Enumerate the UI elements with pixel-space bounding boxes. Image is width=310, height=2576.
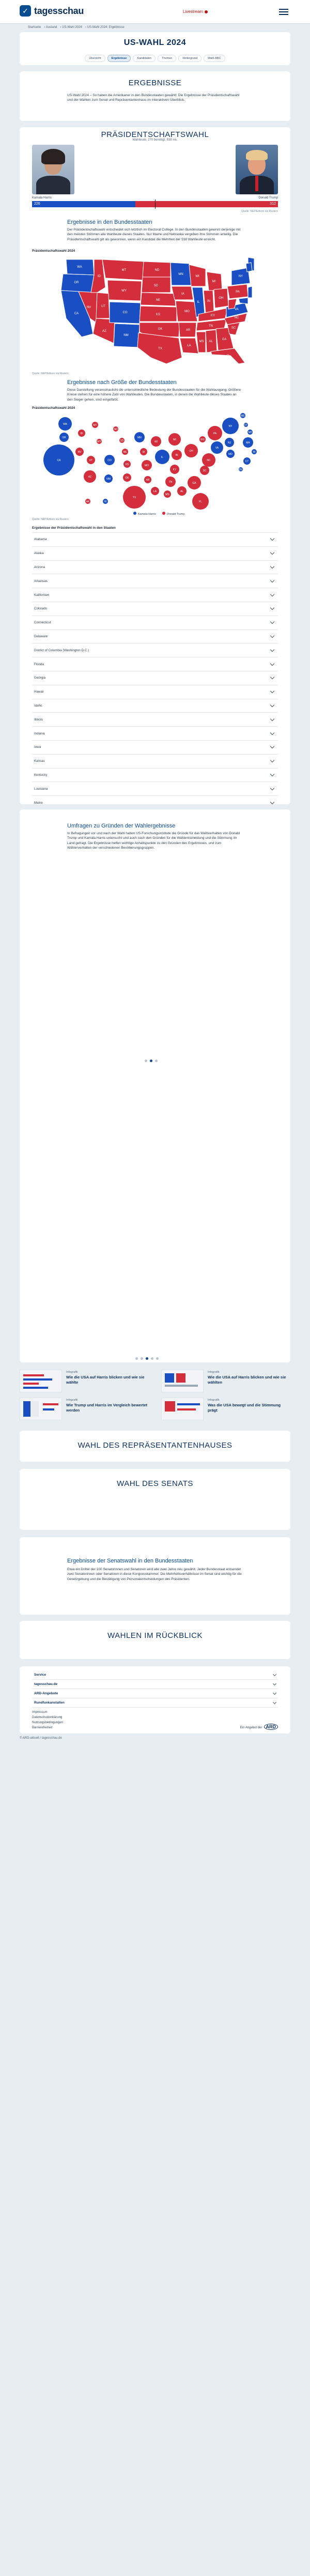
svg-text:OH: OH (189, 450, 193, 453)
chevron-down-icon (270, 536, 274, 541)
chevron-down-icon (270, 550, 274, 555)
livestream-label: Livestream (183, 9, 204, 14)
chevron-down-icon (270, 564, 274, 569)
breadcrumb-item[interactable]: US-Wahl 2024 (62, 26, 82, 29)
ard-logo: ARD (264, 1724, 278, 1730)
svg-text:SC: SC (231, 327, 236, 330)
svg-text:MT: MT (93, 424, 97, 427)
title-card (20, 32, 290, 65)
svg-text:MO: MO (184, 310, 190, 313)
svg-text:OK: OK (125, 477, 129, 480)
livestream-link[interactable] (183, 9, 208, 14)
legend-trump (162, 512, 185, 516)
svg-text:AL: AL (180, 490, 184, 493)
svg-text:IA: IA (181, 293, 184, 296)
svg-text:AK: AK (86, 500, 90, 503)
svg-text:UT: UT (89, 459, 93, 462)
live-dot-icon (205, 10, 208, 13)
carousel-dot-active[interactable] (146, 1357, 148, 1360)
bubble-legend (133, 512, 184, 516)
svg-text:GA: GA (222, 338, 227, 341)
svg-text:MI: MI (212, 280, 216, 283)
chevron-down-icon (273, 1672, 276, 1676)
top-bar (0, 0, 310, 24)
legend-trump-label: Donald Trump (166, 513, 185, 516)
teaser-title: Was die USA bewegt und die Stimmung prägt (208, 1403, 281, 1413)
states-list-title: Ergebnisse der Präsidentschaftswahl in den Staaten (32, 526, 116, 530)
chevron-down-icon (270, 592, 274, 596)
legend-harris (133, 512, 156, 516)
state-size-bubble-map[interactable] (38, 410, 272, 510)
svg-text:AR: AR (185, 329, 191, 332)
svg-text:WV: WV (200, 438, 205, 441)
survey-heading: Umfragen zu Gründen der Wahlergebnisse (67, 823, 176, 829)
footer-link-terms[interactable]: Nutzungsbedingungen (32, 1721, 64, 1724)
svg-text:ND: ND (114, 428, 118, 431)
state-name: Georgia (34, 676, 46, 680)
chevron-down-icon (270, 800, 274, 804)
state-name: Louisiana (34, 787, 48, 791)
svg-text:SC: SC (203, 469, 207, 472)
svg-text:VA: VA (235, 308, 239, 311)
chevron-down-icon (270, 689, 274, 693)
svg-text:WA: WA (63, 423, 67, 426)
footer-row-label: Rundfunkanstalten (34, 1701, 65, 1705)
state-name: District of Columbia (Washington D.C.) (34, 648, 89, 652)
state-accordion-row[interactable] (32, 657, 278, 671)
survey-text: In Befragungen vor und nach der Wahl haben US-Forschungsinstitute die Gründe für das Wahlverhalten von Donald Trump und Kamala Harris untersucht und auch nach den Gründen für die Wahlentscheidung und die Stimmung im Land gefragt. Die Ergebnisse helfen wichtige Anhaltspunkte zu den Gründen des Ergebnisses, und zum Wählerverhalten der verschiedenen Bevölkerungsgruppen. (67, 832, 240, 850)
svg-text:MO: MO (144, 464, 149, 467)
svg-text:ND: ND (154, 269, 160, 272)
svg-text:IN: IN (175, 454, 178, 457)
teaser[interactable] (161, 1398, 290, 1420)
tab-results[interactable]: Ergebnisse (107, 55, 131, 62)
svg-text:NY: NY (238, 275, 243, 278)
carousel-dot[interactable] (156, 1357, 159, 1360)
topic-tabs (20, 55, 290, 62)
footer-row-tagesschau[interactable] (32, 1680, 278, 1689)
footer-row-label: Service (34, 1673, 47, 1677)
state-accordion-row[interactable] (32, 616, 278, 630)
senate-sub-heading: Ergebnisse der Senatswahl in den Bundesstaaten (67, 1558, 193, 1564)
state-name: Iowa (34, 745, 41, 749)
footer-row-broadcasters[interactable] (32, 1698, 278, 1708)
svg-text:CA: CA (74, 312, 79, 315)
state-accordion-row[interactable] (32, 532, 278, 546)
ard-badge[interactable] (240, 1724, 278, 1729)
svg-text:NE: NE (123, 451, 127, 454)
svg-text:NC: NC (207, 459, 211, 462)
carousel-dot[interactable] (155, 1060, 158, 1062)
svg-text:ME: ME (241, 415, 245, 418)
presidential-card (20, 127, 290, 804)
presidential-source: Quelle: NEP/Edison via Reuters (241, 210, 278, 213)
state-accordion-row[interactable] (32, 781, 278, 795)
svg-text:SD: SD (153, 284, 159, 287)
svg-text:IL: IL (197, 301, 200, 304)
chevron-down-icon (270, 648, 274, 652)
svg-text:MS: MS (165, 493, 169, 496)
teaser-title: Wie die USA auf Harris blicken und wie sie wählten (208, 1375, 286, 1385)
carousel-dot[interactable] (145, 1060, 147, 1062)
state-accordion-row[interactable] (32, 726, 278, 740)
svg-text:OK: OK (158, 328, 163, 331)
teaser-image (20, 1398, 62, 1420)
svg-text:OH: OH (219, 297, 224, 300)
harris-name: Kamala Harris (32, 196, 52, 200)
svg-text:RI: RI (253, 451, 256, 454)
teaser[interactable] (20, 1370, 149, 1392)
svg-text:NM: NM (106, 478, 111, 481)
svg-text:NH: NH (248, 431, 252, 434)
svg-text:NM: NM (123, 334, 129, 337)
svg-text:ID: ID (98, 275, 101, 278)
footer-card (20, 1666, 290, 1734)
infographic-teasers (20, 1370, 290, 1421)
carousel-dot[interactable] (151, 1357, 153, 1360)
state-name: Arizona (34, 565, 45, 569)
carousel-dot-active[interactable] (150, 1060, 152, 1062)
chevron-down-icon (270, 703, 274, 707)
tab-topics[interactable]: Themen (158, 55, 176, 62)
hamburger-icon[interactable] (279, 7, 288, 16)
trump-name: Donald Trump (258, 196, 278, 200)
teaser-image (20, 1370, 62, 1392)
svg-text:AR: AR (146, 479, 150, 482)
state-name: Colorado (34, 607, 48, 611)
state-accordion-row[interactable] (32, 712, 278, 726)
state-name: Hawaii (34, 690, 44, 694)
breadcrumb-item[interactable]: Ausland (45, 26, 57, 29)
trump-portrait (236, 145, 278, 194)
svg-text:CT: CT (245, 460, 249, 463)
chevron-down-icon (270, 578, 274, 582)
senate-results-card (20, 1537, 290, 1615)
chevron-down-icon (270, 772, 274, 776)
svg-text:AZ: AZ (88, 476, 92, 479)
carousel-dots-2 (135, 1357, 159, 1360)
state-accordion-row[interactable] (32, 795, 278, 809)
electoral-vote-bar (32, 201, 278, 207)
svg-text:TX: TX (158, 347, 162, 350)
state-name: Arkansas (34, 579, 48, 583)
teaser-kicker: Infografik (66, 1399, 78, 1402)
svg-text:FL: FL (199, 500, 202, 503)
svg-text:ID: ID (80, 432, 83, 435)
results-heading: ERGEBNISSE (128, 79, 182, 87)
senate-card (20, 1469, 290, 1530)
state-name: Alaska (34, 551, 44, 556)
svg-text:KY: KY (173, 468, 177, 471)
svg-text:WI: WI (154, 440, 158, 443)
state-accordion-row[interactable] (32, 588, 278, 602)
svg-text:AL: AL (209, 340, 213, 343)
review-heading: WAHLEN IM RÜCKBLICK (107, 1631, 203, 1640)
svg-text:PA: PA (213, 432, 217, 435)
svg-text:TN: TN (209, 325, 213, 328)
house-card (20, 1431, 290, 1462)
svg-text:TN: TN (168, 481, 173, 484)
svg-text:WA: WA (77, 266, 82, 269)
svg-text:KS: KS (156, 313, 161, 316)
svg-text:MT: MT (121, 269, 127, 272)
teaser-title: Wie Trump und Harris im Vergleich bewertet werden (66, 1403, 148, 1413)
chevron-down-icon (270, 717, 274, 721)
svg-text:OR: OR (62, 436, 66, 439)
logo-text: tagesschau (34, 5, 84, 16)
map-section-title: Ergebnisse in den Bundesstaaten (67, 219, 152, 225)
results-intro-card (20, 71, 290, 121)
svg-text:NE: NE (156, 299, 161, 302)
bubble-section-text: Diese Darstellung veranschaulicht die unterschiedliche Bedeutung der Bundesstaaten für die Wahlausgang: Größere Kreise stehen für eine höhere Zahl von Wahlleuten. Die Bundesstaaten, in denen die Wahlleute dieses Staates an den Sieger gehen, sind eingefärbt. (67, 388, 241, 402)
harris-portrait (32, 145, 74, 194)
svg-text:OR: OR (74, 281, 79, 284)
chevron-down-icon (273, 1681, 276, 1685)
svg-text:CO: CO (122, 311, 128, 314)
footer-link-privacy[interactable]: Datenschutzerklärung (32, 1716, 63, 1719)
svg-text:KY: KY (210, 314, 215, 317)
svg-text:DE: DE (239, 468, 243, 471)
teaser-kicker: Infografik (66, 1371, 78, 1374)
state-vt-nh (246, 263, 252, 272)
senate-heading: WAHL DES SENATS (117, 1479, 193, 1488)
tab-candidates[interactable]: Kandidaten (133, 55, 156, 62)
svg-text:UT: UT (101, 305, 105, 308)
state-accordion-row[interactable] (32, 685, 278, 699)
chevron-down-icon (270, 675, 274, 679)
chevron-down-icon (270, 730, 274, 734)
map-label: Präsidentschaftswahl 2024 (32, 249, 75, 253)
svg-text:FL: FL (226, 355, 230, 358)
map-section-text: Der Präsidentschaftswahl entscheidet sich letztlich im Electoral College. In den Bundesstaaten gewinnt derjenige mit den meisten Stimmen alle Wahlleute dieses Staates. Nur Maine und Nebraska vergeben ihre Stimmen anteilig. Die Präsidentschaftswahl gilt als gewonnen, wenn ein Kandidat die Mehrheit der 538 Wahlleute erreicht. (67, 228, 241, 241)
svg-text:KS: KS (125, 463, 129, 466)
svg-text:CO: CO (107, 459, 112, 462)
state-accordion-row[interactable] (32, 630, 278, 643)
chevron-down-icon (270, 634, 274, 638)
bubble-section-title: Ergebnisse nach Größe der Bundesstaaten (67, 379, 177, 386)
carousel-dots-1 (145, 1060, 158, 1062)
svg-text:VA: VA (215, 447, 219, 450)
state-name: Kansas (34, 759, 45, 763)
svg-text:IA: IA (142, 451, 145, 454)
teaser-title: Wie die USA auf Harris blicken und wie sie wählte (66, 1375, 145, 1385)
svg-text:SD: SD (120, 439, 124, 442)
teaser-image (161, 1398, 204, 1420)
footer-link-accessibility[interactable]: Barrierefreiheit (32, 1726, 53, 1729)
ard-label: Ein Angebot der (240, 1726, 262, 1729)
harris-electors-bar: 226 (32, 201, 135, 207)
teaser-kicker: Infografik (208, 1399, 220, 1402)
results-intro-text: US-Wahl 2024 – So haben die Amerikaner in den Bundesstaaten gewählt: Die Ergebnisse der Präsidentschaftswahl und der Wahlen zum Senat und Repräsentantenhaus im interaktiven Überblick. (67, 94, 240, 102)
page-title: US-WAHL 2024 (123, 38, 187, 47)
state-name: Alabama (34, 538, 47, 542)
chevron-down-icon (270, 606, 274, 610)
senate-text: Etwa ein Drittel der 100 Senatorinnen und Senatoren wird alle zwei Jahre neu gewählt. Jeder Bundesstaat entsendet zwei Senatorinnen oder Senatoren in diese Kongresskammer. Die Mehrheitsverhältnisse im Senat sind wichtig für die Gesetzgebung und die Bestätigung von Personalentscheidungen des Präsidenten. (67, 1568, 242, 1581)
chevron-down-icon (270, 661, 274, 665)
state-accordion-row[interactable] (32, 574, 278, 588)
house-heading: WAHL DES REPRÄSENTANTENHAUSES (78, 1441, 233, 1450)
state-name: Delaware (34, 634, 48, 638)
svg-text:PA: PA (236, 290, 240, 294)
presidential-heading: PRÄSIDENTSCHAFTSWAHL (101, 130, 209, 139)
bubble-label: Präsidentschaftswahl 2024 (32, 406, 75, 410)
tagesschau-logo-icon: ✓ (20, 5, 31, 17)
state-name: Indiana (34, 731, 45, 735)
carousel-dot[interactable] (135, 1357, 138, 1360)
trump-electors-bar: 312 (135, 201, 278, 207)
svg-text:NV: NV (86, 306, 91, 309)
state-accordion-row[interactable] (32, 768, 278, 782)
svg-text:GA: GA (192, 482, 196, 485)
svg-text:MS: MS (199, 340, 204, 343)
svg-text:MN: MN (137, 436, 142, 439)
svg-text:NC: NC (234, 316, 239, 319)
svg-text:MN: MN (178, 273, 183, 276)
svg-text:HI: HI (104, 500, 107, 503)
majority-marker (155, 200, 156, 209)
map-source: Quelle: NEP/Edison via Reuters (32, 372, 69, 375)
state-name: Maine (34, 801, 43, 805)
svg-text:WY: WY (121, 289, 127, 293)
legend-harris-label: Kamala Harris (138, 513, 156, 516)
review-card (20, 1621, 290, 1659)
state-accordion-row[interactable] (32, 740, 278, 754)
footer-link-impressum[interactable]: Impressum (32, 1711, 48, 1714)
chevron-down-icon (270, 620, 274, 624)
teaser-kicker: Infografik (208, 1371, 220, 1374)
tab-overview[interactable]: Übersicht (85, 55, 105, 62)
tab-election-abc[interactable]: Wahl-ABC (204, 55, 225, 62)
teaser[interactable] (161, 1370, 290, 1392)
footer-row-label: ARD-Angebote (34, 1692, 58, 1695)
footer-row-ard[interactable] (32, 1689, 278, 1698)
svg-text:AZ: AZ (102, 330, 106, 333)
state-nj (248, 286, 252, 298)
footer-row-label: tagesschau.de (34, 1682, 58, 1686)
state-accordion-row[interactable] (32, 560, 278, 574)
state-accordion-row[interactable] (32, 602, 278, 616)
state-name: Illinois (34, 717, 43, 722)
svg-text:MA: MA (246, 441, 250, 444)
state-accordion-row[interactable] (32, 699, 278, 713)
chevron-down-icon (273, 1700, 276, 1704)
svg-text:LA: LA (187, 344, 191, 347)
chevron-down-icon (270, 758, 274, 762)
svg-text:WI: WI (195, 275, 199, 278)
state-name: Kentucky (34, 773, 48, 777)
svg-text:WY: WY (97, 440, 102, 443)
svg-text:MI: MI (173, 438, 176, 441)
state-md (239, 298, 248, 304)
state-name: Connecticut (34, 621, 51, 625)
state-accordion-row[interactable] (32, 754, 278, 768)
presidential-subtitle: Wahlleute, 270 benötigt, 538 ins. (132, 139, 178, 142)
footer-row-service[interactable] (32, 1670, 278, 1680)
chevron-down-icon (270, 786, 274, 790)
svg-text:MD: MD (228, 453, 233, 456)
teaser[interactable] (20, 1398, 149, 1420)
state-name: Florida (34, 662, 44, 666)
carousel-dot[interactable] (141, 1357, 143, 1360)
svg-text:IN: IN (207, 300, 210, 303)
us-results-map[interactable] (56, 256, 254, 365)
chevron-down-icon (270, 744, 274, 748)
state-name: Kalifornien (34, 593, 50, 597)
svg-text:NV: NV (78, 451, 82, 454)
svg-text:NY: NY (228, 425, 233, 428)
logo[interactable] (20, 5, 84, 17)
svg-text:LA: LA (153, 490, 157, 493)
tab-background[interactable]: Hintergrund (178, 55, 202, 62)
breadcrumb-item[interactable]: Startseite (28, 26, 41, 29)
state-name: Idaho (34, 703, 42, 708)
breadcrumb-item: US-Wahl 2024: Ergebnisse (87, 26, 125, 29)
svg-text:VT: VT (244, 424, 248, 427)
breadcrumb: Startseite › Ausland › US-Wahl 2024 › US-Wahl 2024: Ergebnisse (28, 26, 125, 29)
svg-text:CA: CA (57, 459, 61, 462)
chevron-down-icon (273, 1691, 276, 1694)
state-accordion-row[interactable] (32, 546, 278, 560)
copyright: © ARD-aktuell / tagesschau.de (20, 1737, 62, 1740)
svg-text:NJ: NJ (227, 441, 231, 444)
teaser-image (161, 1370, 204, 1392)
page-bottom-background (0, 1743, 310, 2576)
svg-text:IL: IL (161, 456, 164, 459)
state-accordion-row[interactable] (32, 671, 278, 685)
state-accordion-row[interactable] (32, 643, 278, 657)
svg-text:TX: TX (132, 496, 136, 499)
survey-card (20, 809, 290, 1362)
bubble-source: Quelle: NEP/Edison via Reuters (32, 518, 69, 521)
